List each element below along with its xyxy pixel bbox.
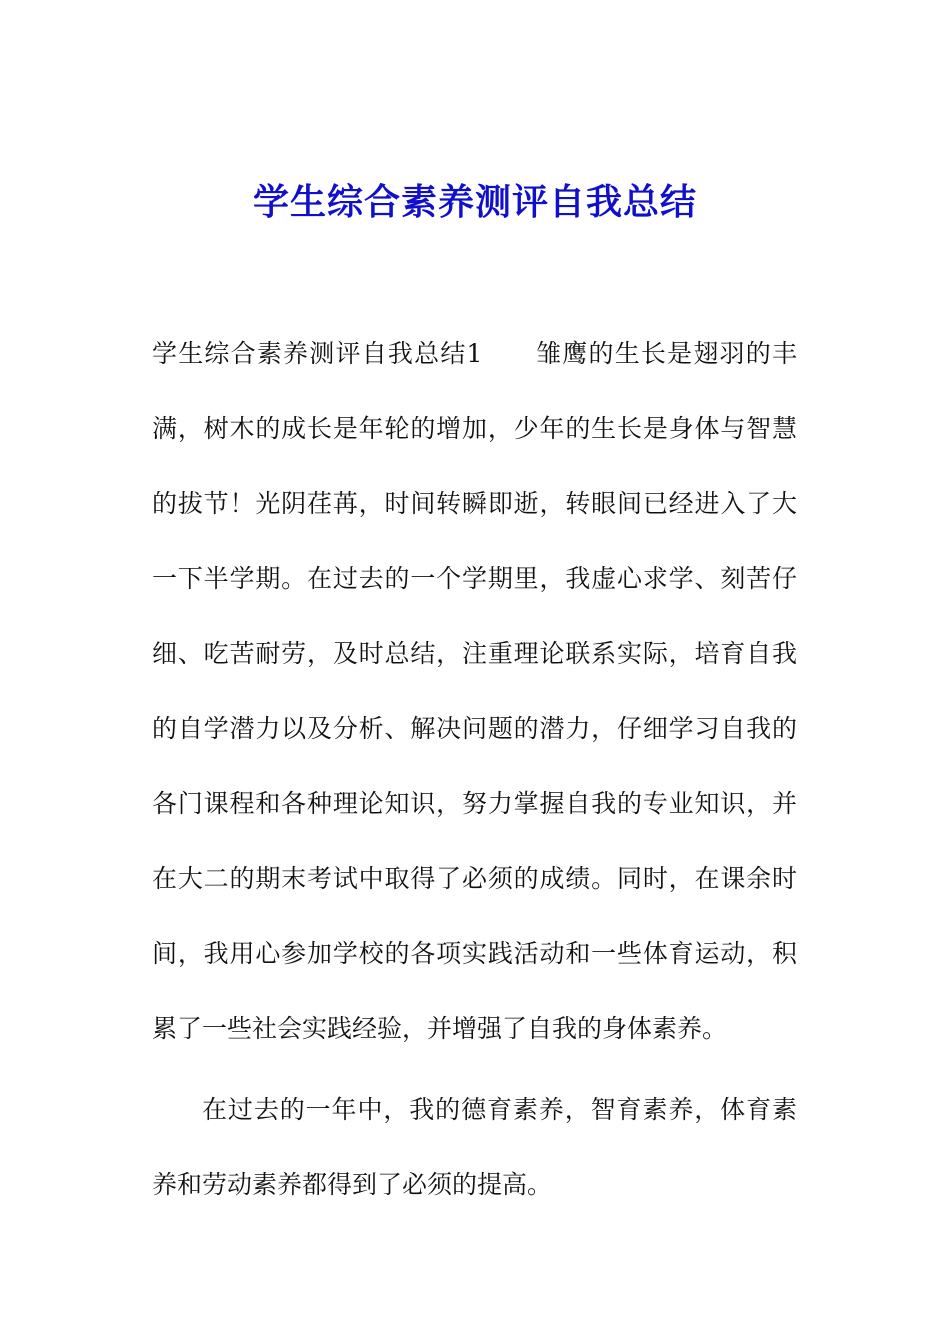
paragraph-1 xyxy=(152,327,797,1077)
text-line: 在过去的一年中，我的德育素养，智育素养，体育素 xyxy=(202,1095,797,1124)
paragraph-2 xyxy=(152,1083,797,1233)
text-line: 的拔节！光阴荏苒，时间转瞬即逝，转眼间已经进入了大 xyxy=(152,489,797,518)
text-line: 一下半学期。在过去的一个学期里，我虚心求学、刻苦仔 xyxy=(152,564,797,593)
text-line: 学生综合素养测评自我总结1 雏鹰的生长是翅羽的丰 xyxy=(152,339,797,368)
document-title: 学生综合素养测评自我总结 xyxy=(252,182,697,223)
text-line: 养和劳动素养都得到了必须的提高。 xyxy=(152,1170,553,1199)
text-line: 细、吃苦耐劳，及时总结，注重理论联系实际，培育自我 xyxy=(152,639,797,668)
document-body xyxy=(152,327,797,1233)
text-line: 累了一些社会实践经验，并增强了自我的身体素养。 xyxy=(152,1014,728,1043)
text-line: 的自学潜力以及分析、解决问题的潜力，仔细学习自我的 xyxy=(152,714,797,743)
text-line: 各门课程和各种理论知识，努力掌握自我的专业知识，并 xyxy=(152,789,797,818)
text-line: 间，我用心参加学校的各项实践活动和一些体育运动，积 xyxy=(152,939,797,968)
text-line: 满，树木的成长是年轮的增加，少年的生长是身体与智慧 xyxy=(152,414,797,443)
text-line: 在大二的期末考试中取得了必须的成绩。同时，在课余时 xyxy=(152,864,797,893)
